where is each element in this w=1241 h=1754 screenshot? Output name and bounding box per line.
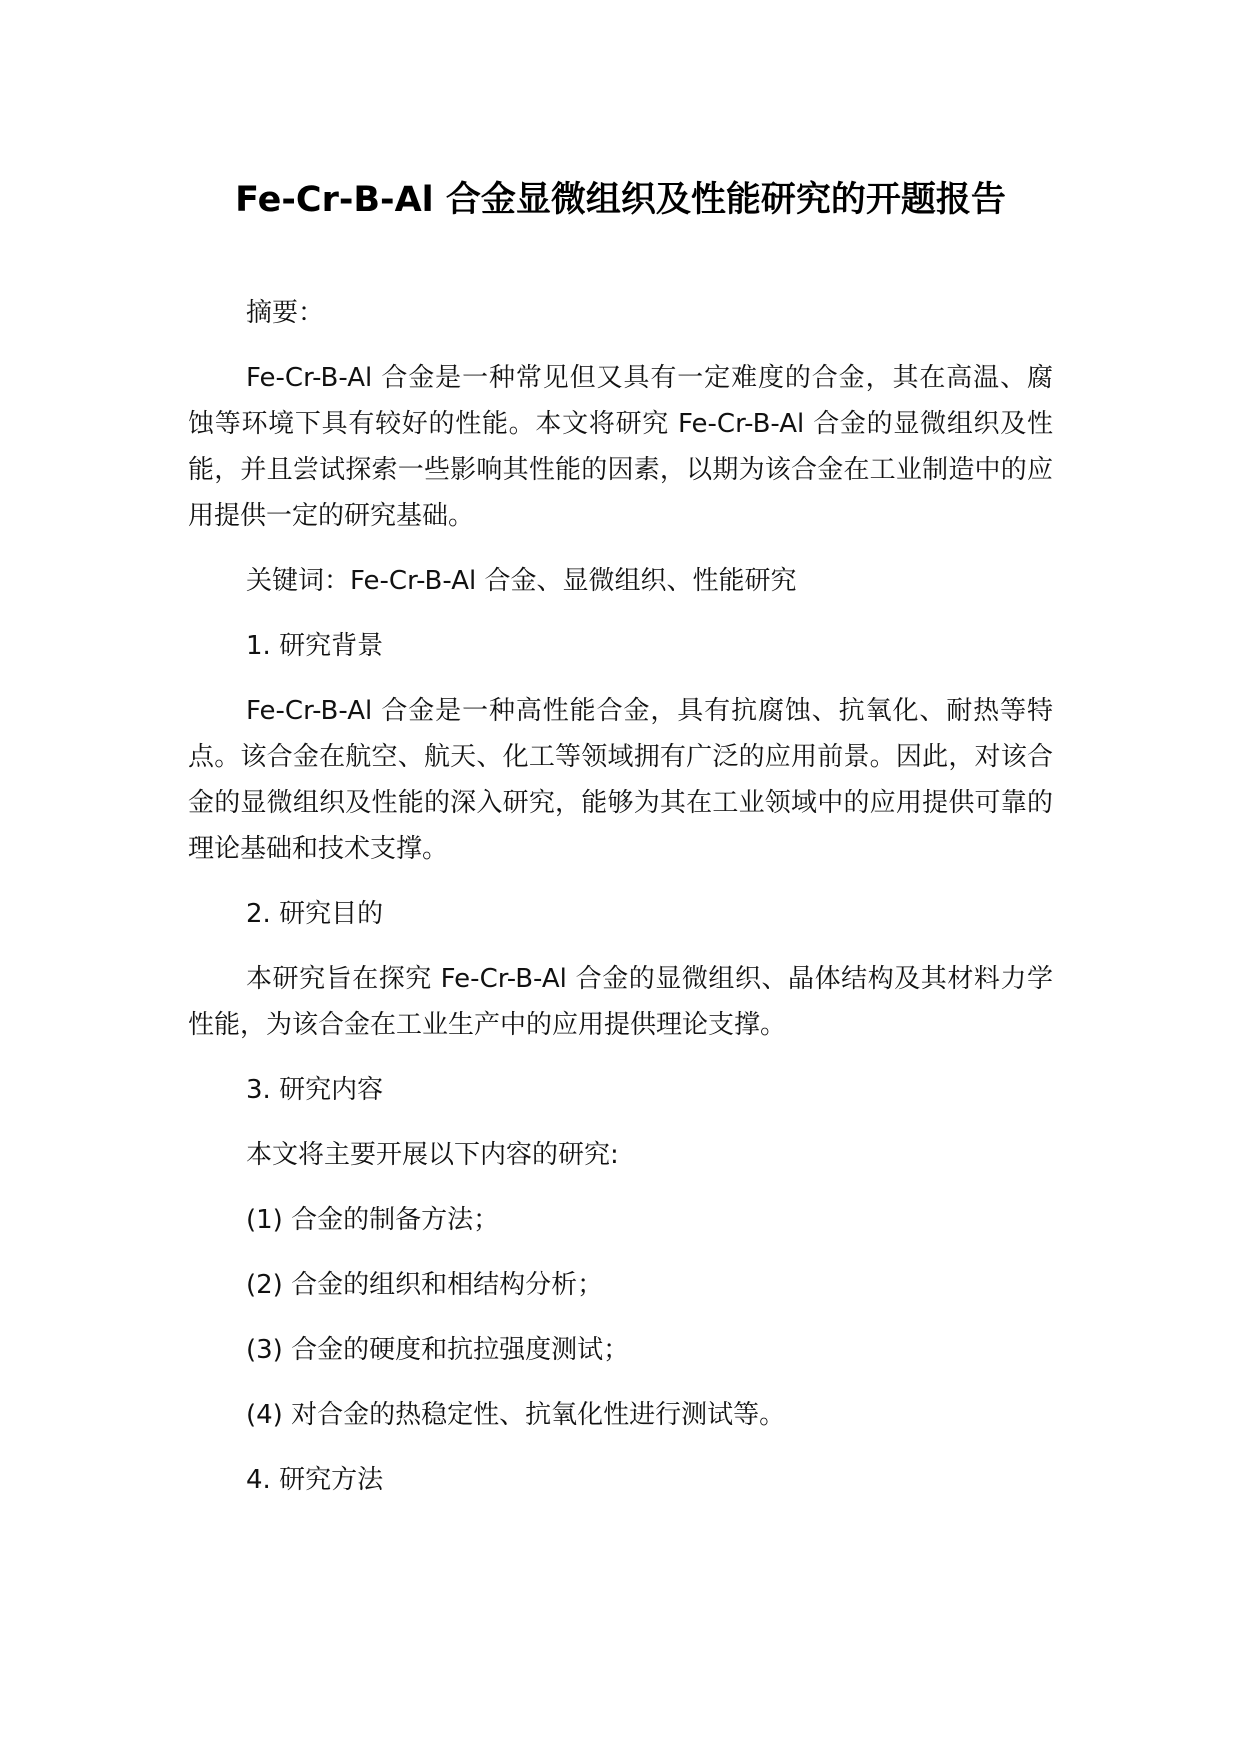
content-item: (2) 合金的组织和相结构分析； bbox=[246, 1270, 604, 1300]
content-item: (1) 合金的制备方法； bbox=[246, 1205, 500, 1235]
section-heading-method: 4. 研究方法 bbox=[246, 1465, 384, 1495]
content-item: (4) 对合金的热稳定性、抗氧化性进行测试等。 bbox=[246, 1400, 786, 1430]
document-body bbox=[188, 290, 1053, 1522]
content-item: (3) 合金的硬度和抗拉强度测试； bbox=[246, 1335, 630, 1365]
content-intro: 本文将主要开展以下内容的研究: bbox=[246, 1140, 619, 1170]
section-heading-background: 1. 研究背景 bbox=[246, 631, 384, 661]
section-heading-purpose: 2. 研究目的 bbox=[246, 899, 384, 929]
background-paragraph: Fe-Cr-B-Al 合金是一种高性能合金，具有抗腐蚀、抗氧化、耐热等特点。该合金在航空、航天、化工等领域拥有广泛的应用前景。因此，对该合金的显微组织及性能的深入研究，能够为其在工业领域中的应用提供可靠的理论基础和技术支撑。 bbox=[188, 696, 1053, 864]
keywords-line: 关键词：Fe-Cr-B-Al 合金、显微组织、性能研究 bbox=[246, 566, 797, 596]
abstract-heading: 摘要： bbox=[246, 298, 325, 328]
section-heading-content: 3. 研究内容 bbox=[246, 1075, 384, 1105]
purpose-paragraph: 本研究旨在探究 Fe-Cr-B-Al 合金的显微组织、晶体结构及其材料力学性能，为该合金在工业生产中的应用提供理论支撑。 bbox=[188, 964, 1053, 1040]
document-title: Fe-Cr-B-Al 合金显微组织及性能研究的开题报告 bbox=[235, 180, 1006, 220]
abstract-paragraph: Fe-Cr-B-Al 合金是一种常见但又具有一定难度的合金，其在高温、腐蚀等环境下具有较好的性能。本文将研究 Fe-Cr-B-Al 合金的显微组织及性能，并且尝试探索一些影响其性能的因素，以期为该合金在工业制造中的应用提供一定的研究基础。 bbox=[188, 363, 1053, 531]
